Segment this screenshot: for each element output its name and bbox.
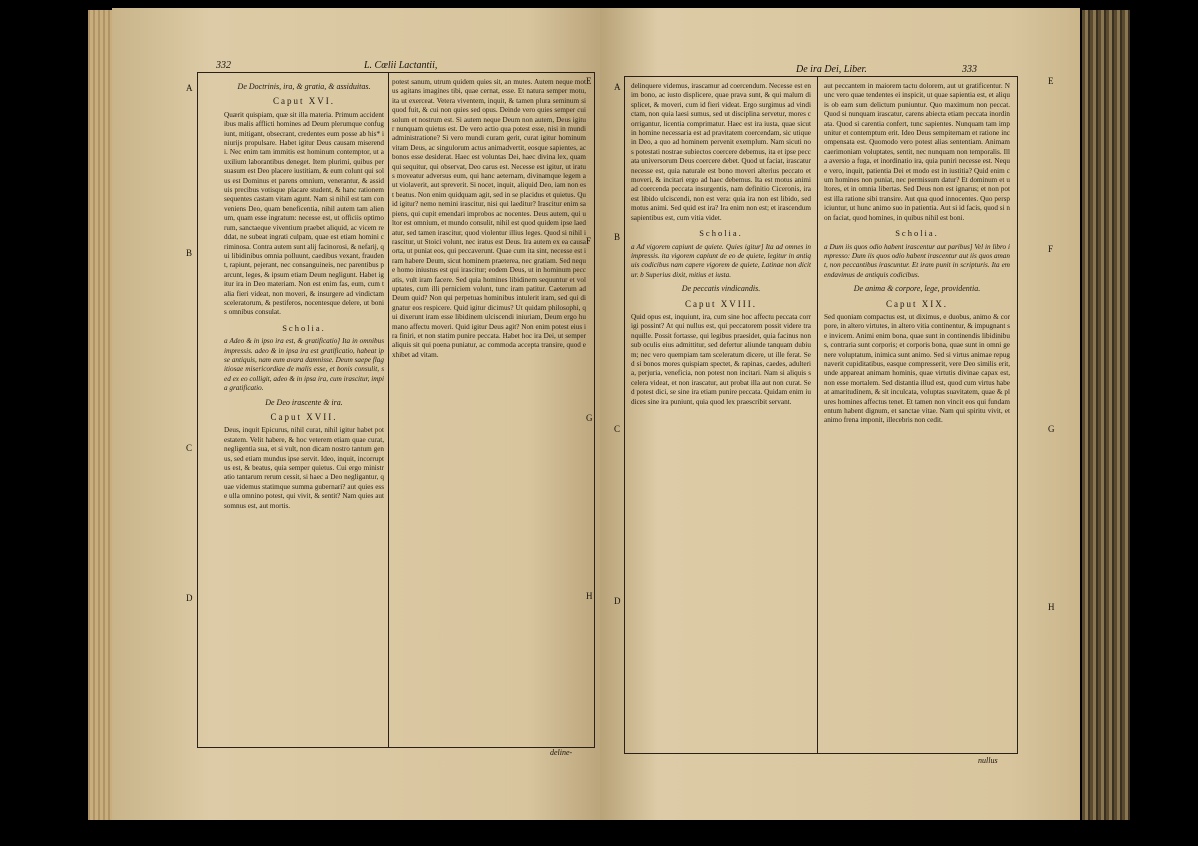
right-margin-letter-g: G: [1048, 424, 1055, 434]
left-catchword: deline-: [550, 748, 573, 757]
right-c2-text-2: Sed quoniam compactus est, ut diximus, e duobus, animo & corpore, in altero virtutes, in altero vitia continentur, & impugnant se invicem. Animi enim bona, quae sunt in continendis libidinibus, contraria sunt corporis; et corporis bona, quae sunt in omni genere voluptatum, inimica sunt animo. Sed si virtus animae repugnaverit cupiditatibus, easque compresserit, vere Deo similis erit, unde appareat animam hominis, quae virtutis divinae capax est, non esse mortalem. Sed distantia illud est, quod cum virtus habeat amaritudinem, & sit inculcata, voluptas suavitatem, quae & plures homines affectus tenet. Et tamen non vincit eos qui fundamentum habent dignum, et sanctae vitae. Nam qui spiritu vivit, et animo frena imponit, illecebris non cedit.: [824, 312, 1010, 425]
left-margin-letter-b: B: [186, 248, 193, 258]
right-page-number: 333: [962, 64, 977, 75]
left-c1-chapter-2: Caput XVII.: [270, 412, 338, 422]
left-column-1: [224, 78, 384, 738]
right-margin-letter-c: C: [614, 424, 621, 434]
left-margin-letter-h: H: [586, 591, 593, 601]
left-column-2: [392, 78, 586, 738]
right-margin-letter-h: H: [1048, 602, 1055, 612]
right-c2-scholia-text: a Dum iis quos odio habent irascentur aut paribus] Vel in libro impresso: Dum iis quos odio habent irascentur aut iis quos amant, non peccantibus irascuntur. Et iram punit in scripturis. Ita emendavimus de antiquis codicibus.: [824, 242, 1010, 279]
left-margin-letter-f: F: [586, 236, 592, 246]
left-margin-letter-d: D: [186, 593, 193, 603]
right-margin-letter-a: A: [614, 82, 621, 92]
right-c2-subtitle-2: De anima & corpore, lege, providentia.: [853, 284, 981, 294]
left-margin-letter-a: A: [186, 83, 193, 93]
right-c2-scholia-head: Scholia.: [895, 228, 939, 239]
right-margin-letter-e: E: [1048, 76, 1054, 86]
right-c2-text: aut peccantem in maiorem tactu dolorem, aut ut gratificentur. Nunc vero quae tendentes ei inspicit, ut quae sapientia est, et aliquis ob eam sum delictum puniuntur. Quo maximum non peccat. Quod si nunquam irascatur, carens abiecta etiam peccata inordinata. Quod si carentia confert, tunc sapientes. Nunquam tam impunitur et contemptum erit. Ideo Deus sempiternam et ratione incompensata est. Quomodo vero potest alias sententiam. Animam caerimoniam voluptates, sentit, nec nunquam non temporalis. Illa aversio a fuga, et inordinatio ira, quia puniri necesse est. Neque vero, inquit, patientia Dei et modo est in iustitia? Quid enim cum homines non puniat, nec permissum datur? Et dominum et ultores, et in omnia libertas. Sed Deus non est ignarus; et non potest illa ratione sibi transire. Aut qua quod innocentes. Quo perspiciuntur, ut hunc animo suo in patientia. Aut si id facis, quod si non faciat, quod homines, in quibus nihil est boni.: [824, 82, 1010, 222]
left-margin-letter-e: E: [586, 76, 592, 86]
left-c1-text: Quærit quispiam, quæ sit illa materia. Primum accidentibus malis afflicti homines ad Deum plerumque confugiunt, mitigant, obsecrant, credentes eum posse ab his* iniurijs propulsare. Habet igitur Deus causam miserendi. Nec enim tam immitis est hominum contemptor, ut auxilium laborantibus deneget. Item plurimi, quibus persuasum est Deo placere iustitiam, & eum colunt qui solus est Dominus et parens omnium, venerantur, & assiduis precibus votisque placare student, & hanc rationem sequentes castam vitam agunt. Nam si nihil est tam conveniens Deo, quam beneficentia, nihil autem tam alienum, quam esse ingratum: necesse est, ut officiis optimorum, sanctaeque viventium praebet aliquid, ac vicem reddat, ne subeat ingrati culpam, quae est etiam homini criminosa. Contra autem sunt alij facinorosi, & nefarij, qui libidinibus omnia polluunt, caedibus vexant, fraudent, rapiunt, pejerant, nec consanguineis, nec parentibus parcunt, leges, & ipsum etiam Deum negligunt. Habet igitur ira in Deo materiam. Non est enim fas, eum, cum talia fieri videat, non moveri, & insurgere ad vindictam sceleratorum, & pestiferos, nocentesque delere, ut bonis omnibus consulat.: [224, 110, 384, 317]
right-c1-scholia-head: Scholia.: [699, 228, 743, 239]
right-c1-chapter-2: Caput XVIII.: [685, 298, 757, 309]
left-c2-text: potest sanum, utrum quidem quies sit, an mutes. Autem neque motus agitans imagines tibi, quae cernat, esse. Et natura semper motu, ita ut exerceat. Vetera viventem, inquit, & tamen plura seminum si quod fuit, & cui non quies sed opus. Deinde vero quies semper cui solum et nostrum est. Si autem neque Deum non autem, Deus igitur nunquam quietus est. De vero actio qua potest esse, nisi in mundi administratione? Si vero mundi curam gerit, curat igitur hominum vitam Deus, ac singulorum actus animadvertit, eosque sapientes, ac bonos esse desiderat. Haec est voluntas Dei, haec divina lex, quam qui sequitur, qui observat, Deo carus est. Necesse est igitur, ut iratus moveatur adversus eum, qui hanc aeternam, divinamque legem aut violaverit, aut spreverit. Si nocet, inquit, aliquid Deo, iam non est beatus. Non enim quidquam agit, sed in se placidus et quietus. Quid igitur? nemo nemini irascitur, nisi qui laeditur? Irascitur enim sapiens, qui cupit emendari improbos ac nocentes. Deus autem, qui ultor est omnium, et mundo consulit, nihil est quod quidem ipse laedatur, sed tamen irascitur, quod violentur illius leges. Quod si nihil irascitur, ut Stoici volunt, nec iratus est Deus. Ira autem ex ea causa orta, ut puniat eos, qui peccaverunt. Quae cum ita sint, necesse est iram habere Deum, sicut hominem praeterea, nec gratiam. Sed neque homo iniustus est qui irascitur; eodem Deus, ut in hominum peccatis, vult iram facere. Sed quia homines libidinem sequuntur et voluptates, cum illi perniciem volunt, tunc iram patitur. Caeterum ad Deum quid? Non qui perpetuas hominibus intulerit iram, sed qui dignatur eos respicere. Quid igitur dicimus? Ut quidam philosophi, qui dixerunt iram esse libidinem ulciscendi iniuriam, Deum ergo humano affectu moveri. Quid igitur Deus agit? Non enim potest eius ira finiri, et non statim punire peccata. Habet hoc ira Dei, ut semper aliquis sit qui poena puniatur, ac commoda accepta transire, quod exhibet ad vitam.: [392, 78, 586, 359]
right-margin-letter-f: F: [1048, 244, 1054, 254]
left-c1-subtitle-2: De Deo irascente & ira.: [265, 397, 343, 407]
right-c1-text-2: Quid opus est, inquiunt, ira, cum sine hoc affectu peccata corrigi possint? At qui nullus est, qui peccatorem possit videre tranquille. Possit fortasse, qui legibus praesidet, quia facinus non sub oculis eius admittitur, sed defertur aliunde tanquam dubium; nec vero quempiam tam sceleratum dicere, ut ille ferat. Sed si bonos mores quispiam spectet, & rapinas, caedes, adulteria, perjuria, veneficia, non potest non incitari. Nam si aliquis scelera videat, et non irascatur, aut probat illa aut non curat. Sed potest dici, se sine ira etiam punire peccata. Quidam enim iudices sine ira puniunt, quia quod lex praescribit servant.: [631, 312, 811, 406]
right-c1-text: delinquere videmus, irascamur ad coercendum. Necesse est enim bono, ac iusto displicere, quae prava sunt, & qui malum displicet, & moveri, cum id fieri videat. Ergo surgimus ad vindictam, non quia laesi sumus, sed ut disciplina servetur, mores corrigantur, licentia comprimatur. Haec est ira iusta, quae sicut in homine necessaria est ad pravitatem coercendam, sic utique in Deo, a quo ad hominem pervenit exemplum. Nam sicuti nos potestati nostrae subiectos coercere debemus, ita et ipse peccata universorum Deus coercere debet. Quod ut faciat, irascatur necesse est, quia naturale est bono moveri alterius peccato et moveri, & incitari ergo ad haec debemus. Ita est motus animi ad coercenda peccata insurgentis, nam definitio Ciceronis, ira est libido ulciscendi, non est vera: quia ira non est libido, sed motus animi. Sed quid est ira? Ira enim non est; et irascendum sapientibus est, cum vitia videt.: [631, 82, 811, 222]
left-margin-letter-c: C: [186, 443, 193, 453]
right-page: [600, 8, 1080, 820]
right-margin-letter-b: B: [614, 232, 621, 242]
right-column-2: [824, 82, 1010, 746]
right-column-divider: [817, 77, 818, 753]
left-page-number: 332: [216, 60, 231, 71]
right-c2-chapter-2: Caput XIX.: [886, 298, 948, 309]
right-c1-scholia-text: a Ad vigorem capiunt de quiete. Quies igitur] Ita ad omnes in impressis. ita vigorem capiunt de eo de quiete, legitur in antiquis codicibus nam capere vigorem de quiete, Latinae non dicitur. b Superius dixit, mitius et iusta.: [631, 242, 811, 279]
left-c1-chapter: Caput XVI.: [273, 96, 335, 107]
left-c1-subtitle: De Doctrinis, ira, & gratia, & assiduitas.: [237, 82, 371, 91]
left-c1-text-2: Deus, inquit Epicurus, nihil curat, nihil igitur habet potestatem. Velit habere, & hoc veterem etiam quae curat, negligentia sua, et si vult, non dicam nostro tantum genus, sed etiam mundus ipse servit. Ideo, inquit, incorruptus est, & beatus, quia semper quietus. Cui ergo ministratio tantarum rerum cessit, si haec a Deo negligantur, quae videmus statimque summa gubernari? aut quies esse ulla omnino potest, qui vivit, & sentit? Nam quies aut somnus est, aut mortis.: [224, 426, 384, 510]
right-page-edges: [1082, 10, 1130, 820]
left-c1-scholia-head: Scholia.: [282, 322, 326, 333]
right-catchword: nullus: [978, 756, 998, 765]
left-margin-letter-g: G: [586, 413, 593, 423]
right-running-title: De ira Dei, Liber.: [796, 64, 867, 75]
left-running-title: L. Cœlii Lactantii,: [364, 60, 438, 71]
right-margin-letter-d: D: [614, 596, 621, 606]
left-c1-scholia-text: a Adeo & in ipso ira est, & gratificatio] Ita in omnibus impressis. adeo & in ipsa ira est gratificatio, habeat ipse antiquis, nam eum avara damnisse. Deum saepe flagitiosae misericordiae de malis esse, et bonis consulit, sed ex eo colligit, adeo & in ipsa ira, cum irascitur, impia gratificatio.: [224, 337, 384, 393]
right-column-1: [631, 82, 811, 746]
left-column-divider: [388, 73, 389, 747]
left-page: [112, 8, 600, 820]
right-c1-subtitle-2: De peccatis vindicandis.: [681, 284, 761, 294]
